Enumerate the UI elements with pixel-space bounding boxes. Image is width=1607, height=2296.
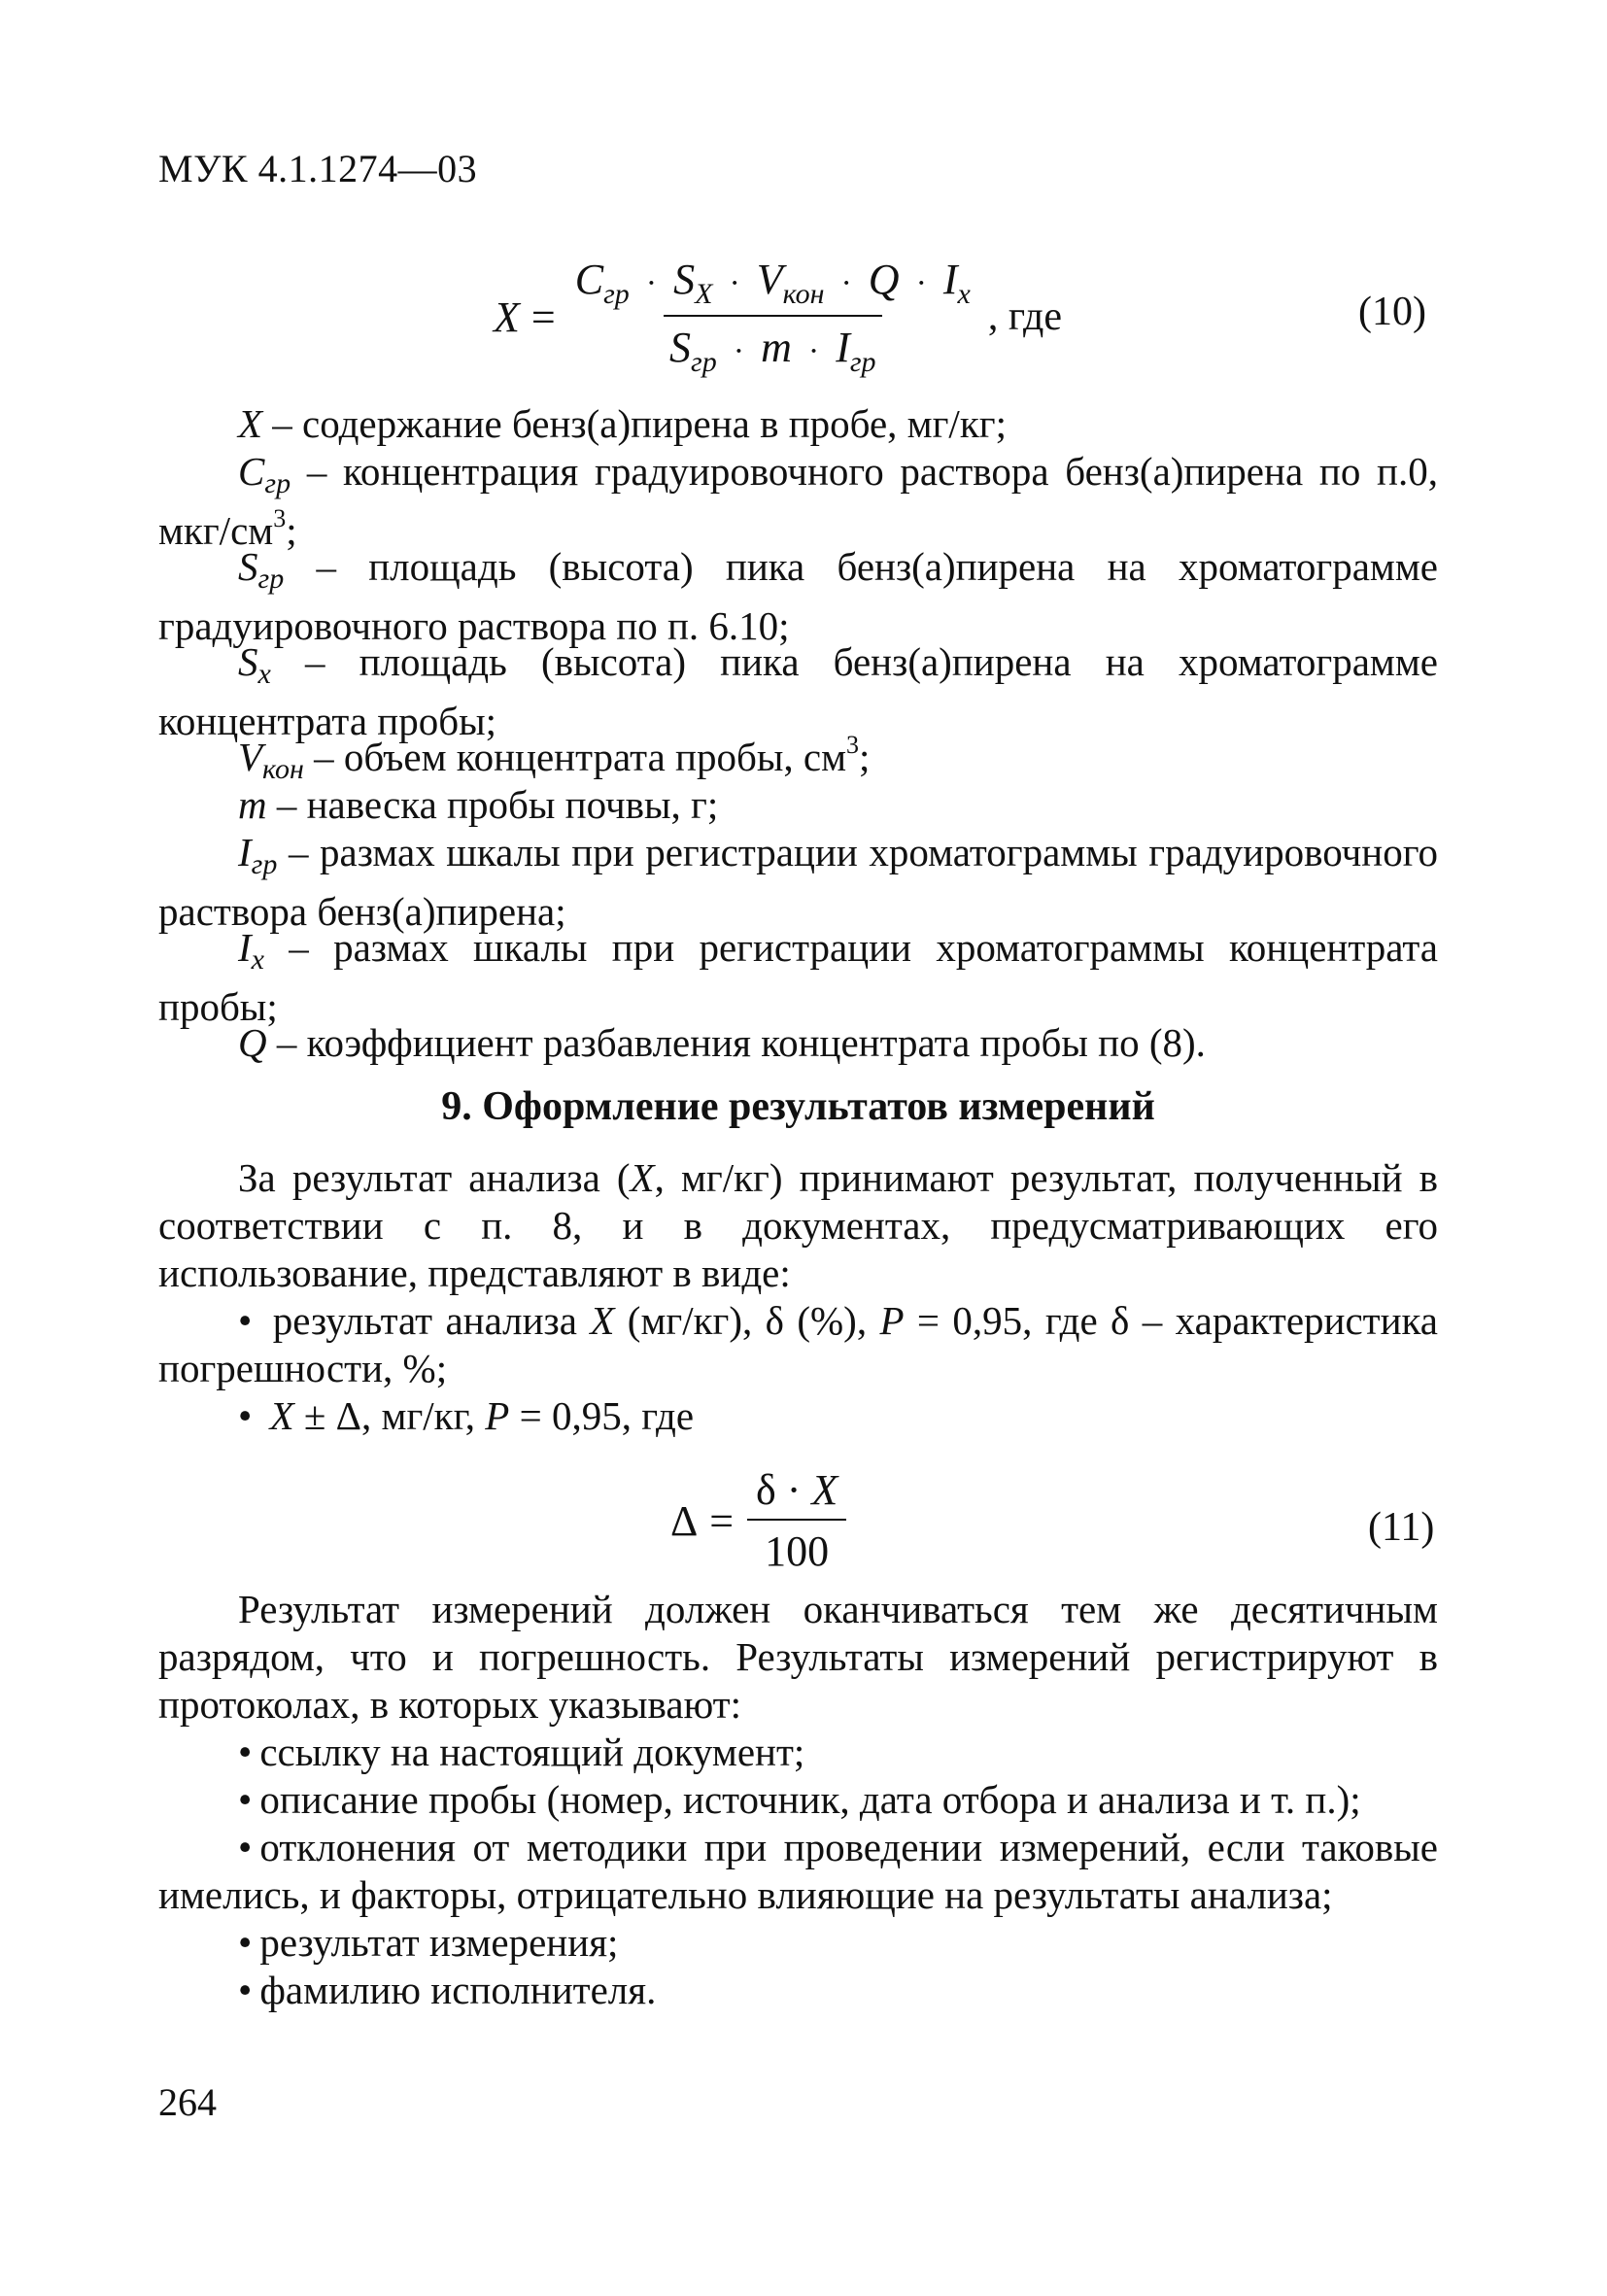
formula-10-numerator xyxy=(569,255,976,315)
bullet-symbol-x: X xyxy=(590,1298,615,1343)
definition-c-gr xyxy=(158,448,1438,555)
def-superscript: 3 xyxy=(273,504,287,532)
num-term-i-sub: x xyxy=(957,278,971,310)
definition-s-x xyxy=(158,638,1438,745)
def-text: – размах шкалы при регистрации хроматограммы концентрата пробы; xyxy=(158,925,1438,1029)
def-symbol-sub: x xyxy=(251,943,264,976)
def-symbol-sub: гр xyxy=(251,848,278,880)
den-term-i-sub: гр xyxy=(849,346,876,378)
den-term-s: S xyxy=(669,324,692,371)
formula-11 xyxy=(670,1465,846,1576)
bullet-text-a: ± Δ, мг/кг, xyxy=(293,1393,486,1438)
bullet-symbol-p: P xyxy=(485,1393,510,1438)
num-term-s-sub: X xyxy=(695,278,713,310)
formula-11-lhs: Δ xyxy=(670,1496,699,1545)
def-symbol-sub: x xyxy=(257,658,271,690)
intro-text-b: , мг/кг) принимают результат, полученный в соответствии с п. 8, и в документах, предусматривающих его использование, представляют в виде: xyxy=(158,1155,1438,1295)
def-symbol: V xyxy=(238,735,263,779)
section-heading: 9. Оформление результатов измерений xyxy=(441,1084,1155,1129)
formula-10-where: , где xyxy=(987,294,1063,339)
bullet-text-a: результат анализа xyxy=(272,1298,591,1343)
den-term-m: m xyxy=(761,324,792,371)
equation-number-11: (11) xyxy=(1368,1505,1435,1550)
den-term-i: I xyxy=(836,324,850,371)
bullet-text-b: (мг/кг), δ (%), xyxy=(614,1298,880,1343)
def-text: – коэффициент разбавления концентрата пробы по (8). xyxy=(266,1020,1206,1065)
def-symbol: m xyxy=(238,782,267,827)
def-symbol: Q xyxy=(238,1020,267,1065)
num-dot-1: · xyxy=(645,265,658,301)
formula-10-equals: = xyxy=(530,292,556,341)
num-delta: δ · xyxy=(755,1466,812,1514)
definition-s-gr xyxy=(158,543,1438,650)
num-term-c-sub: гр xyxy=(603,278,630,310)
page-number: 264 xyxy=(158,2080,217,2124)
def-text: – площадь (высота) пика бенз(а)пирена на хроматограмме концентрата пробы; xyxy=(158,639,1438,743)
def-symbol: S xyxy=(238,544,258,589)
num-term-c: C xyxy=(574,256,604,303)
def-symbol-sub: кон xyxy=(262,753,304,785)
bullet-symbol-x: X xyxy=(269,1393,294,1438)
bullet-text-c: = 0,95, где δ – характеристика погрешности, %; xyxy=(158,1298,1439,1390)
definition-q xyxy=(158,1019,1438,1067)
num-term-s: S xyxy=(673,256,696,303)
den-dot-1: · xyxy=(733,333,745,369)
def-text: – объем концентрата пробы, см xyxy=(303,735,847,779)
num-term-i: I xyxy=(942,256,958,303)
den-term-s-sub: гр xyxy=(691,346,717,378)
definition-x xyxy=(158,400,1438,448)
results-item: • ссылку на настоящий документ; xyxy=(158,1729,1438,1776)
document-code: МУК 4.1.1274—03 xyxy=(158,147,478,190)
results-paragraph: Результат измерений должен оканчиваться тем же десятичным разрядом, что и погрешность. Результаты измерений регистрируют в протоколах, в которых указывают: xyxy=(158,1587,1438,1727)
results-item: • описание пробы (номер, источник, дата отбора и анализа и т. п.); xyxy=(158,1776,1438,1824)
den-dot-2: · xyxy=(807,333,820,369)
results-item: • фамилию исполнителя. xyxy=(158,1967,1438,2014)
bullet-result-format xyxy=(158,1297,1438,1392)
bullet-x-pm-delta xyxy=(158,1392,1438,1440)
def-text: – размах шкалы при регистрации хроматограммы градуировочного раствора бенз(а)пирена; xyxy=(158,830,1438,934)
formula-11-denominator: 100 xyxy=(747,1519,846,1576)
num-term-v-sub: кон xyxy=(782,278,825,310)
formula-11-equals: = xyxy=(709,1496,735,1545)
formula-10-lhs: X xyxy=(494,292,520,341)
intro-symbol-x: X xyxy=(630,1155,655,1200)
def-superscript: 3 xyxy=(846,731,860,759)
bullet-symbol-p: P xyxy=(879,1298,905,1343)
def-text: – концентрация градуировочного раствора бенз(а)пирена по п.0, мкг/см xyxy=(158,449,1438,553)
def-symbol-sub: гр xyxy=(264,467,291,499)
def-symbol: I xyxy=(238,925,252,970)
def-text: – навеска пробы почвы, г; xyxy=(266,782,719,827)
results-item: • результат измерения; xyxy=(158,1919,1438,1967)
def-tail: ; xyxy=(286,508,297,553)
def-text: – содержание бенз(а)пирена в пробе, мг/кг; xyxy=(262,401,1007,446)
formula-10 xyxy=(494,255,1062,379)
formula-11-numerator xyxy=(750,1465,843,1519)
definition-i-gr xyxy=(158,829,1438,936)
definition-m xyxy=(158,781,1438,829)
num-x: X xyxy=(811,1466,838,1514)
def-symbol: C xyxy=(238,449,265,494)
def-symbol-sub: гр xyxy=(257,563,285,595)
formula-11-fraction xyxy=(747,1465,846,1576)
num-term-v: V xyxy=(756,256,783,303)
definition-i-x xyxy=(158,924,1438,1031)
num-dot-3: · xyxy=(840,265,852,301)
intro-text-a: За результат анализа ( xyxy=(238,1155,631,1200)
def-text: – площадь (высота) пика бенз(а)пирена на хроматограмме градуировочного раствора по п. 6.10; xyxy=(158,544,1438,648)
bullet-text-b: = 0,95, где xyxy=(509,1393,695,1438)
def-tail: ; xyxy=(859,735,871,779)
formula-10-denominator xyxy=(664,315,882,379)
formula-10-fraction xyxy=(569,255,976,379)
num-dot-2: · xyxy=(729,265,740,301)
def-symbol: I xyxy=(238,830,252,874)
equation-number-10: (10) xyxy=(1358,290,1426,334)
results-item: • отклонения от методики при проведении измерений, если таковые имелись, и факторы, отрицательно влияющие на результаты анализа; xyxy=(158,1824,1438,1919)
def-symbol: X xyxy=(238,401,263,446)
num-dot-4: · xyxy=(915,265,927,301)
num-term-q: Q xyxy=(868,256,900,303)
section-intro-paragraph xyxy=(158,1154,1438,1297)
def-symbol: S xyxy=(238,639,258,684)
